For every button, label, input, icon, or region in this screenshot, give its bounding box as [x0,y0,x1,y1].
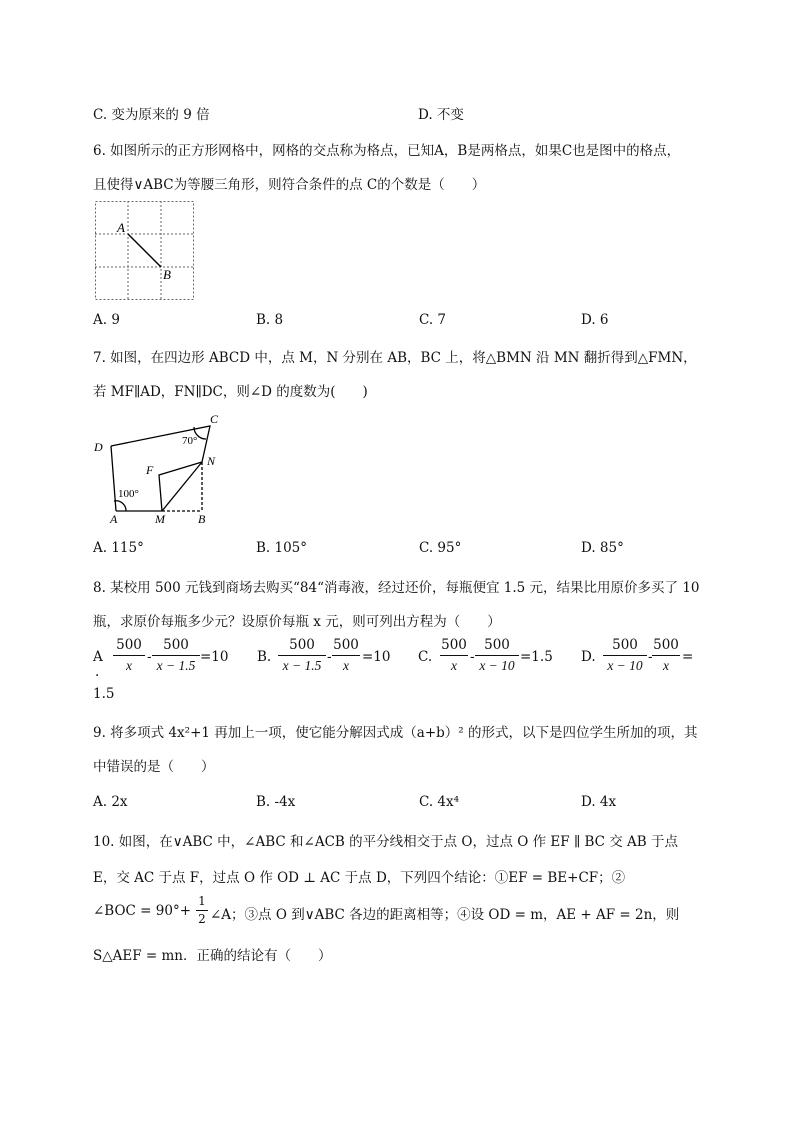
minus-sign: - [147,649,152,665]
q6-option-b: B. 8 [256,312,284,328]
q10-text-line2: E，交 AC 于点 F，过点 O 作 OD ⊥ AC 于点 D，下列四个结论：①EF = BE+CF；② [93,870,626,886]
q10-text-line3-pre: ∠BOC = 90°+ [93,903,192,919]
denominator: x [343,658,349,673]
label-d: D [94,440,103,454]
q7-option-b: B. 105° [256,540,308,556]
q7-options [93,540,713,560]
q7-option-a: A. 115° [93,540,144,556]
q8-option-c-label: C. [418,649,433,665]
q8-text-line2: 瓶，求原价每瓶多少元？设原价每瓶 x 元，则可列出方程为（ ） [93,614,501,630]
q9-text-line1: 9. 将多项式 4x²+1 再加上一项，使它能分解因式成（a+b）² 的形式，以下是四位学生所加的项，其 [93,725,698,741]
q9-option-d: D. 4x [581,794,617,810]
q8-option-a-label: A [93,649,103,665]
minus-sign: - [327,649,332,665]
numerator: 500 [441,637,467,653]
minus-sign: - [648,649,653,665]
numerator: 500 [116,637,142,653]
q9-options [93,794,713,814]
q8-a-rhs: =10 [200,649,229,665]
q5-option-d: D. 不变 [418,107,464,123]
q8-a-frac1 [113,636,145,675]
q8-d-frac2 [652,636,680,675]
q8-c-rhs: =1.5 [520,649,553,665]
q8-d-rhs: = [682,649,694,665]
q7-quadrilateral-figure [88,405,238,530]
q10-half-fraction [196,894,208,927]
q10-text-line3-post: ∠A；③点 O 到∨ABC 各边的距离相等；④设 OD = m，AE + AF = 2n，则 [210,907,680,923]
q8-c-frac1 [440,636,468,675]
q8-text-line1: 8. 某校用 500 元钱到商场去购买“84“消毒液，经过还价，每瓶便宜 1.5 元，结果比用原价多买了 10 [93,580,700,596]
q8-b-frac1 [278,636,326,675]
denominator: x − 10 [479,658,515,673]
q8-c-frac2 [475,636,519,675]
q6-text-line2: 且使得∨ABC为等腰三角形，则符合条件的点 C的个数是（ ） [93,177,486,193]
label-b: B [198,512,206,526]
q8-a-frac2 [152,636,200,675]
numerator: 500 [289,637,315,653]
denominator: x − 1.5 [156,658,196,673]
q6-grid-figure [95,201,195,301]
numerator: 500 [333,637,359,653]
q6-option-a: A. 9 [93,312,120,328]
denominator: x − 10 [607,658,643,673]
label-f: F [146,463,154,477]
q8-option-d-label: D. [581,649,596,665]
q6-options [93,312,713,332]
q6-option-d: D. 6 [581,312,609,328]
q10-text-line1: 10. 如图，在∨ABC 中，∠ABC 和∠ACB 的平分线相交于点 O，过点 O 作 EF ∥ BC 交 AB 于点 [93,834,679,850]
q7-text-line1: 7. 如图，在四边形 ABCD 中，点 M，N 分别在 AB，BC 上，将△BMN 沿 MN 翻折得到△FMN， [93,350,697,366]
label-n: N [207,454,216,468]
label-a: A [110,512,118,526]
q8-option-a-dot: . [95,664,100,680]
q5-option-c: C. 变为原来的 9 倍 [93,107,210,123]
q7-text-line2: 若 MF∥AD，FN∥DC，则∠D 的度数为( ) [93,384,368,400]
numerator: 500 [163,637,189,653]
denominator: x − 1.5 [282,658,322,673]
numerator: 500 [484,637,510,653]
numerator: 1 [198,894,206,908]
q9-option-c: C. 4x⁴ [419,794,460,810]
numerator: 500 [612,637,638,653]
q7-option-c: C. 95° [419,540,462,556]
label-m: M [155,512,165,526]
denominator: 2 [198,912,206,926]
segment-ab [128,234,161,267]
q9-option-b: B. -4x [256,794,296,810]
angle-c-label: 70° [182,435,198,447]
q8-b-rhs: =10 [362,649,391,665]
q8-b-frac2 [332,636,360,675]
label-c: C [210,412,219,426]
q8-d-frac1 [603,636,647,675]
denominator: x [663,658,669,673]
label-a: A [117,220,125,235]
label-b: B [163,267,171,282]
numerator: 500 [653,637,679,653]
q7-option-d: D. 85° [581,540,624,556]
q10-text-line4: S△AEF = mn．正确的结论有（ ） [93,948,332,964]
q8-option-b-label: B. [257,649,272,665]
denominator: x [126,658,132,673]
denominator: x [451,658,457,673]
minus-sign: - [470,649,475,665]
angle-a-label: 100° [118,488,139,500]
q8-option-d-wrap: 1.5 [93,686,115,702]
q6-text-line1: 6. 如图所示的正方形网格中，网格的交点称为格点，已知A，B是两格点，如果C也是图中的格点， [93,143,681,159]
q9-option-a: A. 2x [93,794,128,810]
q6-option-c: C. 7 [419,312,447,328]
q9-text-line2: 中错误的是（ ） [93,759,215,775]
